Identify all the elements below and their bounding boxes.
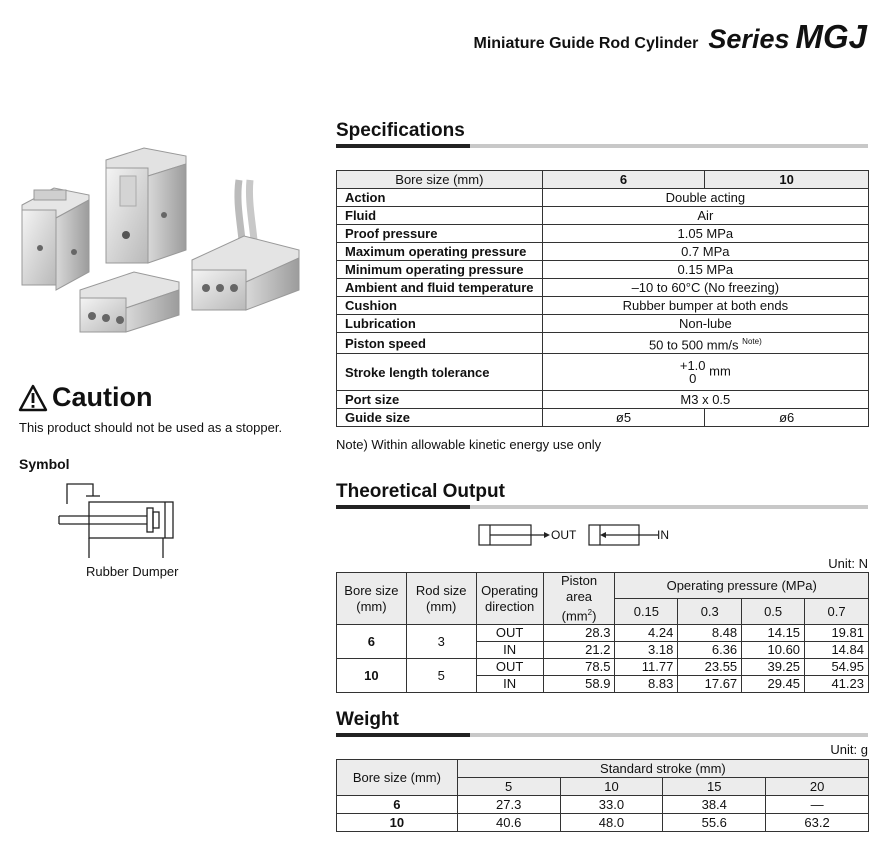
spec-bore-label: Bore size (mm): [337, 171, 543, 189]
output-header-bore: [337, 573, 407, 625]
output-direction: OUT: [476, 625, 543, 642]
spec-value: 0.15 MPa: [542, 261, 868, 279]
output-value: 8.83: [615, 676, 678, 693]
output-value: 10.60: [742, 642, 805, 659]
output-unit: Unit: N: [828, 556, 868, 571]
specifications-rule: [336, 144, 868, 148]
spec-row-proof: [337, 225, 869, 243]
output-value: 17.67: [678, 676, 742, 693]
spec-value: M3 x 0.5: [542, 391, 868, 409]
specifications-title: Specifications: [336, 120, 465, 141]
weight-heading: [336, 709, 868, 737]
spec-row-cushion: [337, 297, 869, 315]
symbol-title: Symbol: [19, 456, 70, 472]
spec-value: ø5: [542, 409, 705, 427]
output-value: 8.48: [678, 625, 742, 642]
output-area: 78.5: [543, 659, 615, 676]
pressure-col: 0.3: [678, 599, 742, 625]
output-area: 28.3: [543, 625, 615, 642]
warning-triangle-icon: [18, 384, 48, 412]
spec-row-max-pressure: [337, 243, 869, 261]
specifications-heading: [336, 120, 868, 148]
output-value: 14.15: [742, 625, 805, 642]
spec-label: Piston speed: [337, 333, 543, 354]
header-subtitle: Miniature Guide Rod Cylinder: [473, 35, 699, 52]
spec-bore-6: 6: [542, 171, 705, 189]
spec-row-port-size: [337, 391, 869, 409]
stroke-tolerance-range: [680, 359, 706, 385]
output-rod: 5: [406, 659, 476, 693]
output-header-area: [543, 573, 615, 625]
output-bore: 10: [337, 659, 407, 693]
output-header-pressure: Operating pressure (MPa): [615, 573, 869, 599]
weight-table: [336, 759, 869, 832]
spec-header-row: [337, 171, 869, 189]
spec-label: Action: [337, 189, 543, 207]
spec-value: [542, 333, 868, 354]
spec-row-temperature: [337, 279, 869, 297]
legend-out: OUT: [551, 528, 577, 542]
spec-value: ø6: [705, 409, 869, 427]
header-text: (mm): [356, 598, 387, 614]
header-text: (mm: [561, 608, 588, 624]
output-area: 21.2: [543, 642, 615, 659]
piston-speed-value: 50 to 500 mm/s: [648, 337, 739, 353]
output-header-row-1: [337, 573, 869, 599]
theoretical-output-table: [336, 572, 869, 693]
symbol-caption: Rubber Dumper: [86, 564, 179, 579]
caution-heading: [18, 382, 153, 413]
spec-row-stroke-tolerance: [337, 354, 869, 391]
weight-stroke-col: 5: [457, 778, 560, 796]
output-header-rod: [406, 573, 476, 625]
output-value: 54.95: [805, 659, 869, 676]
header-text: (mm): [426, 598, 457, 614]
spec-row-guide-size: [337, 409, 869, 427]
spec-bore-10: 10: [705, 171, 869, 189]
spec-value: –10 to 60°C (No freezing): [542, 279, 868, 297]
spec-value: Non-lube: [542, 315, 868, 333]
weight-row-10: [337, 814, 869, 832]
header-text: direction: [485, 598, 535, 614]
output-value: 4.24: [615, 625, 678, 642]
spec-label: Ambient and fluid temperature: [337, 279, 543, 297]
theoretical-output-title: Theoretical Output: [336, 481, 505, 502]
weight-bore: 6: [337, 796, 458, 814]
weight-stroke-col: 10: [560, 778, 663, 796]
header-series-label: Series: [708, 24, 790, 54]
output-value: 3.18: [615, 642, 678, 659]
spec-value: Double acting: [542, 189, 868, 207]
weight-bore: 10: [337, 814, 458, 832]
header-text: ): [592, 608, 597, 624]
header-text: Operating: [481, 582, 539, 598]
output-value: 14.84: [805, 642, 869, 659]
spec-label: Lubrication: [337, 315, 543, 333]
weight-stroke-col: 15: [663, 778, 766, 796]
spec-label: Proof pressure: [337, 225, 543, 243]
pressure-col: 0.15: [615, 599, 678, 625]
piston-speed-note-ref: Note): [742, 337, 762, 346]
spec-label: Port size: [337, 391, 543, 409]
cylinder-right-piped: [192, 180, 299, 310]
stroke-tolerance-unit: mm: [709, 363, 731, 379]
weight-value: 55.6: [663, 814, 766, 832]
weight-value: 40.6: [457, 814, 560, 832]
specifications-table: [336, 170, 869, 427]
weight-value: 33.0: [560, 796, 663, 814]
weight-value: 48.0: [560, 814, 663, 832]
weight-title: Weight: [336, 709, 399, 730]
spec-label: Minimum operating pressure: [337, 261, 543, 279]
header-text: Rod size: [415, 582, 467, 598]
header-text: Bore size: [344, 582, 399, 598]
caution-title: Caution: [52, 382, 153, 412]
weight-unit: Unit: g: [830, 742, 868, 757]
spec-row-fluid: [337, 207, 869, 225]
weight-header-row-1: [337, 760, 869, 778]
stroke-tolerance-lower: 0: [689, 371, 697, 387]
spec-value: [542, 354, 868, 391]
weight-stroke-label: Standard stroke (mm): [457, 760, 868, 778]
spec-value: 1.05 MPa: [542, 225, 868, 243]
output-value: 19.81: [805, 625, 869, 642]
spec-row-lubrication: [337, 315, 869, 333]
spec-row-min-pressure: [337, 261, 869, 279]
spec-label: Fluid: [337, 207, 543, 225]
spec-value: 0.7 MPa: [542, 243, 868, 261]
output-value: 41.23: [805, 676, 869, 693]
output-header-direction: [476, 573, 543, 625]
cylinder-small-left: [22, 188, 89, 290]
pressure-col: 0.7: [805, 599, 869, 625]
output-value: 6.36: [678, 642, 742, 659]
header-model: MGJ: [795, 18, 867, 55]
spec-label: Guide size: [337, 409, 543, 427]
output-direction: IN: [476, 676, 543, 693]
weight-value: 27.3: [457, 796, 560, 814]
output-value: 23.55: [678, 659, 742, 676]
spec-row-piston-speed: [337, 333, 869, 354]
output-direction: OUT: [476, 659, 543, 676]
weight-bore-label: Bore size (mm): [337, 760, 458, 796]
spec-label: Cushion: [337, 297, 543, 315]
weight-stroke-col: 20: [766, 778, 869, 796]
cylinder-tall-center: [106, 148, 186, 263]
pressure-col: 0.5: [742, 599, 805, 625]
spec-value: Air: [542, 207, 868, 225]
specifications-note: Note) Within allowable kinetic energy use only: [336, 437, 602, 452]
page-header: [474, 18, 868, 56]
output-value: 11.77: [615, 659, 678, 676]
caution-text: This product should not be used as a stopper.: [19, 420, 283, 435]
output-rod: 3: [406, 625, 476, 659]
output-area: 58.9: [543, 676, 615, 693]
cylinder-front-short: [80, 272, 179, 332]
output-value: 29.45: [742, 676, 805, 693]
theoretical-output-heading: [336, 481, 868, 509]
legend-in: IN: [657, 528, 669, 542]
output-bore: 6: [337, 625, 407, 659]
weight-value: —: [766, 796, 869, 814]
header-text: Piston area: [560, 573, 598, 604]
weight-value: 38.4: [663, 796, 766, 814]
spec-value: Rubber bumper at both ends: [542, 297, 868, 315]
weight-value: 63.2: [766, 814, 869, 832]
output-row-10-out: [337, 659, 869, 676]
out-direction-diagram: [478, 524, 558, 548]
output-value: 39.25: [742, 659, 805, 676]
cylinder-symbol-diagram: [55, 478, 185, 562]
header-superscript: 2: [587, 608, 593, 617]
spec-label: Maximum operating pressure: [337, 243, 543, 261]
stroke-tolerance-upper: +1.0: [679, 358, 706, 374]
spec-label: Stroke length tolerance: [337, 354, 543, 391]
output-row-6-out: [337, 625, 869, 642]
spec-row-action: [337, 189, 869, 207]
weight-rule: [336, 733, 868, 737]
product-illustration: [14, 140, 304, 340]
weight-row-6: [337, 796, 869, 814]
in-direction-diagram: [588, 524, 662, 548]
theoretical-output-rule: [336, 505, 868, 509]
output-direction: IN: [476, 642, 543, 659]
